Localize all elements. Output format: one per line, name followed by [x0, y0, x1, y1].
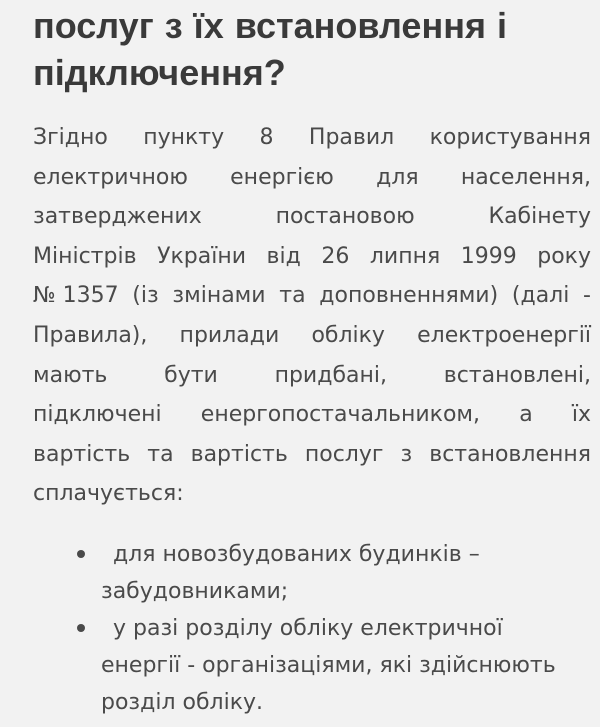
paragraph-line: сплачується:: [33, 481, 184, 507]
bullet-line: енергії - організаціями, які здійснюють: [101, 652, 556, 678]
heading-line: послуг з їх встановлення і: [33, 5, 507, 46]
bullet-line: для новозбудованих будинків –: [113, 541, 480, 567]
paragraph-line: вартість та вартість послуг з встановлення: [33, 441, 591, 467]
paragraph-line: №1357 (із змінами та доповненнями) (далі -: [33, 283, 591, 309]
bullet-dot-icon: [77, 624, 85, 632]
paragraph-line: Міністрів України від 26 липня 1999 року: [33, 243, 591, 269]
paragraph-line: мають бути придбані, встановлені,: [33, 362, 591, 388]
paragraph-line: затверджених постановою Кабінету: [33, 204, 591, 230]
heading-line: підключення?: [33, 52, 286, 93]
list-item: [33, 610, 591, 721]
bullet-list: [33, 536, 591, 721]
list-item: [33, 536, 591, 610]
paragraph-line: електричною енергією для населення,: [33, 164, 591, 190]
article: [33, 0, 591, 721]
bullet-line: забудовниками;: [101, 578, 289, 604]
section-heading: [33, 2, 591, 96]
paragraph-line: підключені енергопостачальником, а їх: [33, 402, 591, 428]
bullet-line: у разі розділу обліку електричної: [113, 615, 503, 641]
body-paragraph: [33, 118, 591, 514]
paragraph-line: Правила), прилади обліку електроенергії: [33, 322, 591, 348]
bullet-line: розділ обліку.: [101, 689, 264, 715]
paragraph-line: Згідно пункту 8 Правил користування: [33, 125, 591, 150]
bullet-dot-icon: [77, 550, 85, 558]
